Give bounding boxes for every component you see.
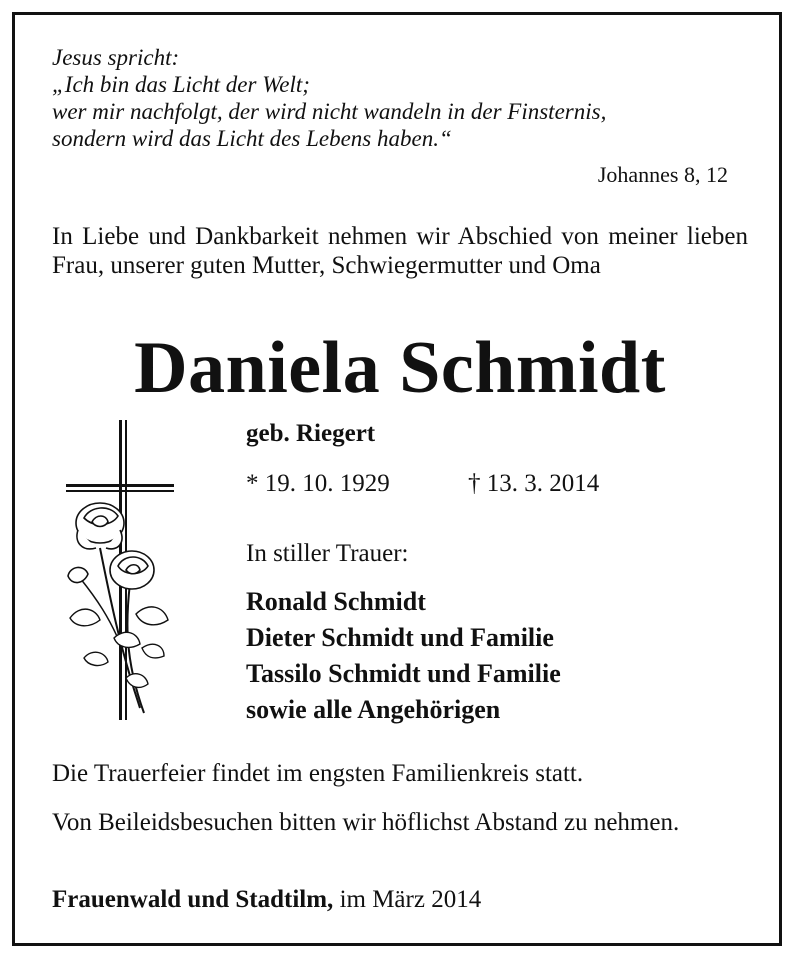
cross-with-roses-icon (60, 418, 176, 724)
bible-quote (52, 44, 732, 152)
quote-line: wer mir nachfolgt, der wird nicht wandeln in der Finsternis, (52, 99, 607, 124)
quote-line: „Ich bin das Licht der Welt; (52, 72, 310, 97)
place-name: Frauenwald und Stadtilm, (52, 886, 334, 913)
place-date-line (52, 886, 481, 914)
mourner-name: Ronald Schmidt (246, 587, 426, 616)
notice-date: im März 2014 (333, 886, 482, 913)
funeral-note: Die Trauerfeier findet im engsten Familienkreis statt. (52, 760, 584, 787)
quote-line: Jesus spricht: (52, 45, 180, 70)
condolence-note: Von Beileidsbesuchen bitten wir höflichst Abstand zu nehmen. (52, 809, 680, 836)
intro-text: In Liebe und Dankbarkeit nehmen wir Abschied von meiner lieben Frau, unserer guten Mutter, Schwiegermutter und Oma (52, 223, 748, 279)
birth-name: geb. Riegert (246, 420, 376, 447)
mourning-label: In stiller Trauer: (246, 540, 409, 567)
death-date: † 13. 3. 2014 (468, 470, 600, 497)
birth-date: * 19. 10. 1929 (246, 470, 390, 497)
mourner-name: Tassilo Schmidt und Familie (246, 659, 561, 688)
quote-source: Johannes 8, 12 (597, 162, 728, 187)
mourners-list (246, 584, 561, 728)
mourner-name: Dieter Schmidt und Familie (246, 623, 554, 652)
quote-line: sondern wird das Licht des Lebens haben.“ (52, 126, 452, 151)
deceased-name: Daniela Schmidt (134, 327, 666, 409)
mourner-name: sowie alle Angehörigen (246, 695, 501, 724)
